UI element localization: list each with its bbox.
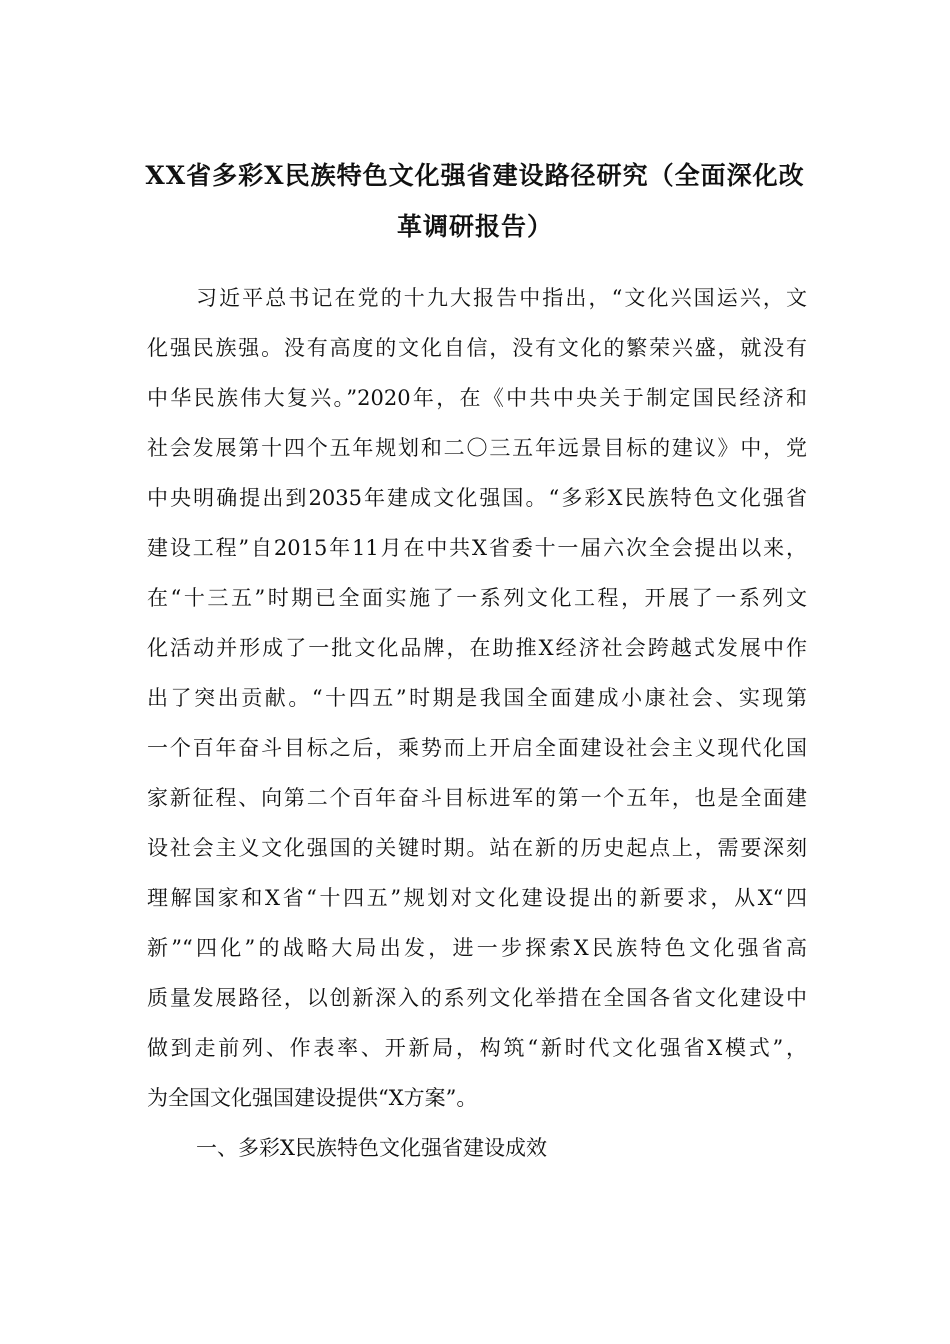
paragraph-line: 家新征程、向第二个百年奋斗目标进军的第一个五年，也是全面建 bbox=[147, 786, 807, 810]
paragraph-line: 习近平总书记在党的十九大报告中指出，“文化兴国运兴，文 bbox=[196, 286, 807, 310]
paragraph-line: 做到走前列、作表率、开新局，构筑“新时代文化强省X模式”， bbox=[147, 1036, 807, 1060]
paragraph-line: 建设工程”自2015年11月在中共X省委十一届六次全会提出以来， bbox=[147, 536, 807, 560]
paragraph-line: 质量发展路径，以创新深入的系列文化举措在全国各省文化建设中 bbox=[147, 986, 807, 1010]
document-title-line-2: 革调研报告） bbox=[396, 212, 553, 241]
paragraph-line: 一个百年奋斗目标之后，乘势而上开启全面建设社会主义现代化国 bbox=[147, 736, 807, 760]
paragraph-line: 中央明确提出到2035年建成文化强国。“多彩X民族特色文化强省 bbox=[147, 486, 807, 510]
document-title-line-1: XX省多彩X民族特色文化强省建设路径研究（全面深化改 bbox=[145, 161, 805, 190]
paragraph-line: 在“十三五”时期已全面实施了一系列文化工程，开展了一系列文 bbox=[147, 586, 807, 610]
paragraph-line: 出了突出贡献。“十四五”时期是我国全面建成小康社会、实现第 bbox=[147, 686, 807, 710]
paragraph-line: 设社会主义文化强国的关键时期。站在新的历史起点上，需要深刻 bbox=[147, 836, 807, 860]
paragraph-line: 新”“四化”的战略大局出发，进一步探索X民族特色文化强省高 bbox=[147, 936, 807, 960]
paragraph-line: 为全国文化强国建设提供“X方案”。 bbox=[147, 1086, 478, 1110]
section-heading: 一、多彩X民族特色文化强省建设成效 bbox=[196, 1136, 547, 1160]
paragraph-line: 社会发展第十四个五年规划和二〇三五年远景目标的建议》中，党 bbox=[147, 436, 807, 460]
paragraph-line: 中华民族伟大复兴。”2020年，在《中共中央关于制定国民经济和 bbox=[147, 386, 807, 410]
paragraph-line: 理解国家和X省“十四五”规划对文化建设提出的新要求，从X“四 bbox=[147, 886, 807, 910]
paragraph-line: 化活动并形成了一批文化品牌，在助推X经济社会跨越式发展中作 bbox=[147, 636, 807, 660]
paragraph-line: 化强民族强。没有高度的文化自信，没有文化的繁荣兴盛，就没有 bbox=[147, 336, 807, 360]
